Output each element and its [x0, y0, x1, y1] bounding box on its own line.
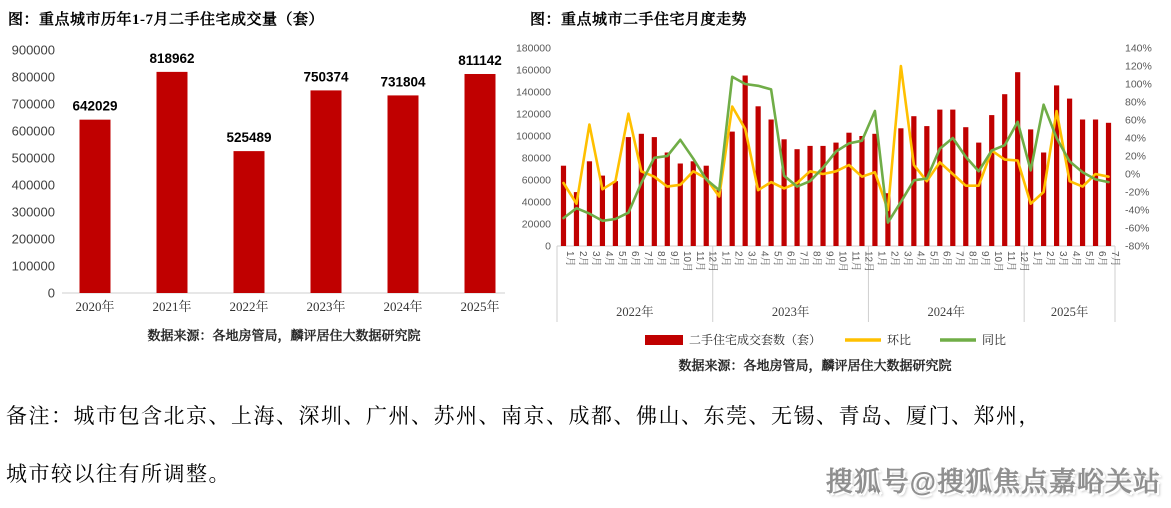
monthly-bar — [846, 133, 851, 246]
month-tick-label: 5月 — [615, 251, 627, 267]
left-tick-label: 120000 — [515, 108, 551, 121]
right-tick-label: -60% — [1125, 222, 1150, 235]
month-tick-label: 7月 — [641, 251, 653, 267]
legend — [645, 332, 1006, 347]
month-tick-label: 6月 — [628, 251, 640, 267]
bar-2021年 — [157, 72, 188, 293]
left-axis-ticks — [516, 43, 551, 253]
month-tick-label: 6月 — [940, 251, 952, 267]
monthly-bar — [561, 166, 566, 246]
x-category-label: 2021年 — [152, 299, 192, 314]
month-tick-label: 9月 — [823, 251, 835, 267]
y-tick-label: 400000 — [11, 177, 55, 193]
annual-bar-chart — [0, 30, 515, 360]
footnote-line-1: 备注：城市包含北京、上海、深圳、广州、苏州、南京、成都、佛山、东莞、无锡、青岛、厦门、郑州， — [6, 404, 1041, 428]
monthly-bar — [730, 132, 735, 246]
right-tick-label: 80% — [1125, 96, 1147, 109]
monthly-bar — [743, 76, 748, 247]
month-tick-label: 11月 — [849, 251, 861, 272]
bar-value-label: 818962 — [149, 50, 195, 66]
x-category-label: 2022年 — [229, 299, 269, 314]
monthly-bar — [626, 137, 631, 246]
monthly-bar — [1080, 120, 1085, 247]
right-tick-label: 120% — [1125, 60, 1152, 73]
monthly-bar — [833, 143, 838, 246]
left-tick-label: 100000 — [515, 130, 551, 143]
monthly-bar — [678, 164, 683, 247]
month-tick-label: 1月 — [1031, 251, 1043, 267]
monthly-bar — [1028, 129, 1033, 246]
year-group-label: 2024年 — [927, 305, 966, 319]
monthly-bar — [613, 181, 618, 246]
month-tick-label: 5月 — [771, 251, 783, 267]
month-tick-label: 6月 — [1096, 251, 1108, 267]
month-tick-label: 8月 — [810, 251, 822, 267]
right-tick-label: 20% — [1125, 150, 1147, 163]
legend-yoy-label: 同比 — [982, 333, 1007, 347]
month-tick-label: 4月 — [914, 251, 926, 267]
monthly-bar — [807, 146, 812, 246]
right-tick-label: 40% — [1125, 132, 1147, 145]
month-tick-label: 11月 — [693, 251, 705, 272]
y-tick-label: 300000 — [11, 204, 55, 220]
month-tick-label: 5月 — [927, 251, 939, 267]
left-tick-label: 180000 — [515, 42, 551, 55]
monthly-bar — [794, 149, 799, 246]
y-tick-label: 200000 — [11, 231, 55, 247]
y-tick-label: 600000 — [11, 123, 55, 139]
bar-value-label: 750374 — [303, 69, 349, 85]
left-tick-label: 0 — [545, 240, 551, 253]
month-tick-label: 12月 — [706, 251, 718, 273]
left-chart-title: 图：重点城市历年1-7月二手住宅成交量（套） — [8, 12, 324, 28]
right-tick-label: -20% — [1125, 186, 1150, 199]
year-group-label: 2023年 — [771, 305, 810, 319]
month-tick-label: 12月 — [1018, 251, 1030, 273]
right-tick-label: 0% — [1125, 168, 1141, 181]
month-tick-label: 3月 — [901, 251, 913, 267]
monthly-bar — [937, 110, 942, 246]
month-tick-label: 2月 — [888, 251, 900, 267]
bar-2023年 — [311, 90, 342, 293]
month-tick-label: 1月 — [875, 251, 887, 267]
watermark-text: 搜狐号@搜狐焦点嘉峪关站 — [825, 467, 1161, 497]
bar-2025年 — [465, 74, 496, 293]
footnote-line-2: 城市较以往有所调整。 — [6, 462, 231, 486]
monthly-bar — [665, 153, 670, 247]
legend-mom-label: 环比 — [887, 333, 912, 347]
month-tick-label: 8月 — [654, 251, 666, 267]
month-tick-label: 4月 — [758, 251, 770, 267]
left-chart-source: 数据来源：各地房管局，麟评居住大数据研究院 — [147, 328, 421, 343]
left-tick-label: 40000 — [521, 196, 551, 209]
right-tick-label: 60% — [1125, 114, 1147, 127]
year-group-label: 2022年 — [616, 305, 654, 319]
left-tick-label: 80000 — [521, 152, 551, 165]
month-tick-label: 6月 — [784, 251, 796, 267]
monthly-bar — [587, 161, 592, 246]
monthly-bar — [1054, 85, 1059, 246]
monthly-bar — [872, 134, 877, 246]
monthly-bar — [1041, 153, 1046, 247]
bar-2022年 — [234, 151, 265, 293]
monthly-bar — [950, 110, 955, 246]
x-category-label: 2024年 — [383, 299, 423, 314]
monthly-combo-chart-svg — [515, 30, 1171, 375]
right-tick-label: 140% — [1125, 42, 1152, 55]
bar-value-label: 731804 — [380, 74, 426, 90]
annual-bar-chart-svg — [0, 30, 515, 360]
legend-bar-label: 二手住宅成交套数（套） — [689, 333, 822, 347]
monthly-bar — [976, 143, 981, 246]
month-tick-label: 7月 — [1109, 251, 1121, 267]
month-tick-label: 3月 — [745, 251, 757, 267]
monthly-bar — [820, 146, 825, 246]
month-tick-label: 5月 — [1083, 251, 1095, 267]
month-labels — [564, 251, 1121, 319]
legend-bar-swatch — [645, 335, 683, 345]
y-tick-label: 700000 — [11, 96, 55, 112]
bar-value-label: 642029 — [72, 98, 118, 114]
month-tick-label: 8月 — [966, 251, 978, 267]
month-tick-label: 3月 — [1057, 251, 1069, 267]
right-tick-label: -40% — [1125, 204, 1150, 217]
bar-2024年 — [388, 95, 419, 293]
month-tick-label: 10月 — [680, 251, 692, 273]
month-tick-label: 4月 — [1070, 251, 1082, 267]
monthly-bar — [1093, 120, 1098, 247]
bars — [72, 51, 501, 314]
right-tick-label: -80% — [1125, 240, 1150, 253]
month-tick-label: 4月 — [602, 251, 614, 267]
month-tick-label: 2月 — [1044, 251, 1056, 267]
bar-value-label: 811142 — [458, 52, 502, 68]
y-tick-label: 100000 — [11, 258, 55, 274]
month-tick-label: 12月 — [862, 251, 874, 273]
month-tick-label: 3月 — [589, 251, 601, 267]
right-chart-title: 图：重点城市二手住宅月度走势 — [530, 12, 748, 28]
left-tick-label: 140000 — [515, 86, 551, 99]
month-tick-label: 9月 — [667, 251, 679, 267]
right-tick-label: 100% — [1125, 78, 1152, 91]
right-chart-source: 数据来源：各地房管局，麟评居住大数据研究院 — [678, 358, 952, 373]
x-category-label: 2025年 — [460, 299, 500, 314]
left-tick-label: 20000 — [521, 218, 551, 231]
month-tick-label: 10月 — [992, 251, 1004, 273]
month-tick-label: 1月 — [563, 251, 575, 267]
left-tick-label: 60000 — [521, 174, 551, 187]
left-tick-label: 160000 — [515, 64, 551, 77]
monthly-bar — [652, 137, 657, 246]
month-tick-label: 11月 — [1005, 251, 1017, 272]
year-group-label: 2025年 — [1050, 305, 1089, 319]
monthly-combo-chart — [515, 30, 1171, 375]
x-category-label: 2023年 — [306, 299, 346, 314]
month-tick-label: 1月 — [719, 251, 731, 267]
month-tick-label: 2月 — [732, 251, 744, 267]
bar-2020年 — [80, 120, 111, 293]
monthly-bar — [1002, 94, 1007, 246]
month-tick-label: 7月 — [797, 251, 809, 267]
month-tick-label: 7月 — [953, 251, 965, 267]
month-tick-label: 9月 — [979, 251, 991, 267]
y-tick-label: 500000 — [11, 150, 55, 166]
monthly-bar — [859, 136, 864, 246]
monthly-bar — [924, 126, 929, 246]
y-tick-label: 800000 — [11, 69, 55, 85]
y-tick-label: 900000 — [11, 42, 55, 58]
y-tick-label: 0 — [47, 285, 55, 301]
month-tick-label: 2月 — [576, 251, 588, 267]
y-axis-ticks — [12, 43, 55, 301]
monthly-bar — [1106, 123, 1111, 246]
month-tick-label: 10月 — [836, 251, 848, 273]
bar-value-label: 525489 — [226, 130, 272, 146]
monthly-bar — [898, 128, 903, 246]
x-category-label: 2020年 — [75, 299, 115, 314]
monthly-bar — [989, 115, 994, 246]
right-axis-ticks — [1125, 43, 1152, 253]
